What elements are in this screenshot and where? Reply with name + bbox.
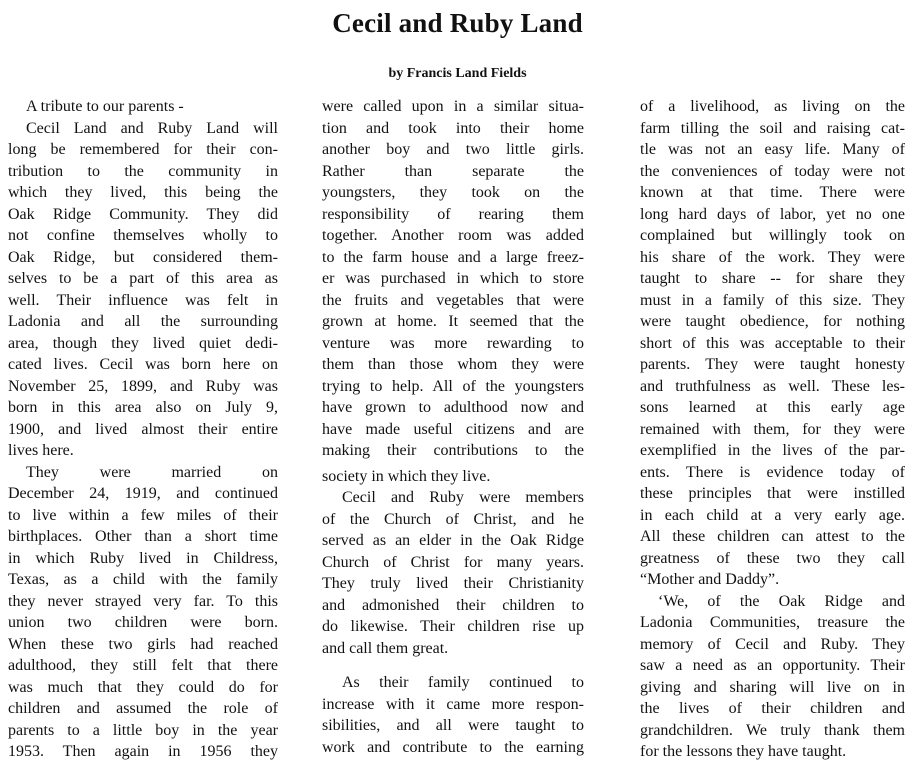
text-line: A tribute to our parents - [26,98,184,115]
text-line: birthplaces. Other than a short time [8,528,278,545]
text-line: complained but willingly took on [640,227,905,244]
text-line: area, though they lived quiet dedi- [8,334,278,352]
text-line: and call them great. [322,639,449,657]
text-line: society in which they live. [322,467,491,485]
text-line: his share of the work. They were [640,248,905,266]
text-line: do likewise. Their children rise up [322,618,584,635]
text-line: Texas, as a child with the family [8,571,278,588]
text-line: venture was more rewarding to [322,334,584,352]
text-line: to the farm house and a large freez- [322,248,584,266]
text-line: which they lived, this being the [8,184,278,201]
text-line: the lives of their children and [640,700,905,717]
text-line: All these children can attest to the [640,528,905,545]
text-line: and truthfulness as well. These les- [640,377,905,395]
text-line: sibilities, and all were taught to [322,717,584,734]
text-line: adulthood, they still felt that there [8,657,278,674]
text-line: November 25, 1899, and Ruby was [8,377,278,395]
text-line: Cecil Land and Ruby Land will [26,119,278,137]
text-line: sons learned at this early age [640,399,905,416]
text-line: making their contributions to the [322,442,584,459]
text-line: to live within a few miles of their [8,506,278,524]
text-line: Church of Christ for many years. [322,553,584,571]
text-line: together. Another room was added [322,227,584,244]
text-line: “Mother and Daddy”. [640,571,780,588]
text-line: responsibility of rearing them [322,205,584,223]
text-line: remained with them, for they were [640,420,905,438]
article-column-1 [8,96,278,763]
text-line: tribution to the community in [8,162,278,180]
text-line: in each child at a very early age. [640,506,905,524]
text-line: Rather than separate the [322,162,584,180]
article-byline: by Francis Land Fields [388,66,527,81]
text-line: lives here. [8,442,74,459]
spacer [322,659,584,672]
text-line: and admonished their children to [322,596,584,614]
text-line: taught to share -- for share they [640,270,905,287]
text-line: Cecil and Ruby were members [342,489,584,506]
text-line: Ladonia and all the surrounding [8,313,278,330]
text-line: As their family continued to [342,674,584,691]
text-line: Oak Ridge Community. They did [8,205,278,223]
text-line: giving and sharing will live on in [640,678,905,696]
text-line: were taught obedience, for nothing [640,313,905,330]
text-line: selves to be a part of this area as [8,270,278,287]
text-line: have grown to adulthood now and [322,399,584,416]
text-line: Ladonia Communities, treasure the [640,614,905,631]
text-line: they never strayed very far. To this [8,592,278,610]
text-line: children and assumed the role of [8,700,278,717]
text-line: long be remembered for their con- [8,141,278,158]
text-line: They were married on [26,463,278,481]
text-line: cated lives. Cecil was born here on [8,356,278,373]
text-line: memory of Cecil and Ruby. They [640,635,905,653]
text-line: tion and took into their home [322,119,584,137]
text-line: ents. There is evidence today of [640,463,905,481]
text-line: 1953. Then again in 1956 they [8,743,278,760]
text-line: greatness of these two they call [640,549,905,567]
text-line: er was purchased in which to store [322,270,584,287]
text-line: 1900, and lived almost their entire [8,420,278,438]
text-line: tle was not an easy life. Many of [640,141,905,158]
text-line: grown at home. It seemed that the [322,313,584,330]
text-line: work and contribute to the earning [322,738,584,756]
text-line: long hard days of labor, yet no one [640,205,905,223]
article-title: Cecil and Ruby Land [332,8,583,38]
text-line: farm tilling the soil and raising cat- [640,119,905,137]
text-line: the fruits and vegetables that were [322,291,584,309]
text-line: youngsters, they took on the [322,184,584,201]
article-column-3 [640,96,905,763]
text-line: parents to a little boy in the year [8,721,278,739]
text-line: served as an elder in the Oak Ridge [322,532,584,549]
text-line: in which Ruby lived in Childress, [8,549,278,567]
text-line: must in a family of this size. They [640,291,905,309]
text-line: short of this was acceptable to their [640,334,905,352]
text-line: increase with it came more respon- [322,695,584,713]
text-line: were called upon in a similar situa- [322,98,584,115]
text-line: for the lessons they have taught. [640,743,847,760]
text-line: trying to help. All of the youngsters [322,377,584,395]
text-line: not confine themselves wholly to [8,227,278,244]
text-line: parents. They were taught honesty [640,356,905,373]
text-line: of a livelihood, as living on the [640,98,905,115]
text-line: grandchildren. We truly thank them [640,721,905,739]
text-line: have made useful citizens and are [322,420,584,438]
text-line: When these two girls had reached [8,635,278,653]
text-line: another boy and two little girls. [322,141,584,158]
text-line: them than those whom they were [322,356,584,373]
text-line: born in this area also on July 9, [8,399,278,416]
text-line: well. Their influence was felt in [8,291,278,309]
text-line: union two children were born. [8,614,278,631]
text-line: They truly lived their Christianity [322,575,584,592]
text-line: December 24, 1919, and continued [8,485,278,502]
text-line: these principles that were instilled [640,485,905,502]
text-line: exemplified in the lives of the par- [640,442,905,459]
text-line: saw a need as an opportunity. Their [640,657,905,674]
text-line: known at that time. There were [640,184,905,201]
text-line: was much that they could do for [8,678,278,696]
article-column-2 [322,96,584,758]
text-line: ‘We, of the Oak Ridge and [658,592,905,610]
text-line: of the Church of Christ, and he [322,510,584,528]
text-line: the conveniences of today were not [640,162,905,180]
text-line: Oak Ridge, but considered them- [8,248,278,266]
